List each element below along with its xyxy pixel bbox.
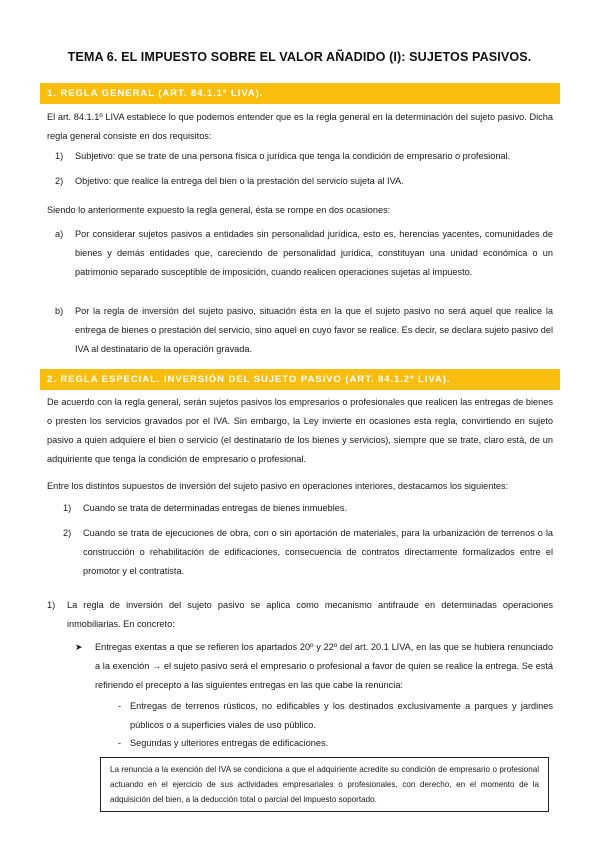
exception-b-text: Por la regla de inversión del sujeto pasivo, situación ésta en la que el sujeto pasivo no será aquel que realice la entrega de bienes o prestación del servicio, sino aquel en cuyo favor se realice. Es decir, se declara sujeto pasivo del IVA al destinatario de la operación gravada. — [75, 306, 553, 354]
subitem-1-text: Entregas de terrenos rústicos, no edificables y los destinados exclusivamente a parques y jardines públicos o a superficies viales de uso público. — [130, 701, 553, 730]
note-box — [100, 757, 549, 812]
case-2-text: Cuando se trata de ejecuciones de obra, con o sin aportación de materiales, para la urbanización de terrenos o la construcción o rehabilitación de edificaciones, consecuencia de contratos directamente formalizados entre el promotor y el contratista. — [83, 528, 553, 576]
detail-marker: 1) — [47, 600, 56, 610]
case-1-text: Cuando se trata de determinadas entregas de bienes inmuebles. — [83, 503, 348, 513]
case-1-marker: 1) — [63, 503, 72, 513]
section-2-intro: De acuerdo con la regla general, serán sujetos pasivos los empresarios o profesionales que realicen las entregas de bienes o presten los servicios gravados por el IVA. Sin embargo, la Ley invierte en ocasiones esta regla, convirtiendo en sujeto pasivo a quien adquiere el bien o servicio (el destinatario de los bienes y servicios), siempre que se trate, claro está, de un adquiriente que tenga la condición de empresario o profesional. — [47, 397, 553, 464]
note-text: La renuncia a la exención del IVA se condiciona a que el adquiriente acredite su condición de empresario o profesional actuando en el ejercicio de sus actividades empresariales o profesionales, con derecho, en el momento de la adquisición del bien, a la deducción total o parcial del impuesto soportado. — [110, 765, 539, 804]
bullet-text: Entregas exentas a que se refieren los apartados 20º y 22º del art. 20.1 LIVA, en las que se hubiera renunciado a la exención → el sujeto pasivo será el empresario o profesional a favor de quien se realice la entrega. Se está refiriendo el precepto a las siguientes entregas en las que cabe la renuncia: — [95, 642, 553, 690]
requirement-2-marker: 2) — [55, 176, 64, 186]
subitem-2-text: Segundas y ulteriores entregas de edificaciones. — [130, 738, 329, 748]
detail-text: La regla de inversión del sujeto pasivo se aplica como mecanismo antifraude en determinadas operaciones inmobiliarias. En concreto: — [67, 600, 553, 629]
exception-a-text: Por considerar sujetos pasivos a entidades sin personalidad jurídica, esto es, herencias yacentes, comunidades de bienes y demás entidades que, careciendo de personalidad jurídica, constituyan una unidad económica o un patrimonio separado susceptible de imposición, cuando realicen operaciones sujetas al impuesto. — [75, 229, 553, 277]
section-2-heading: 2. REGLA ESPECIAL. INVERSIÓN DEL SUJETO PASIVO (ART. 84.1.2º LIVA). — [40, 369, 560, 390]
requirement-1-marker: 1) — [55, 151, 64, 161]
exceptions-intro: Siendo lo anteriormente expuesto la regla general, ésta se rompe en dos ocasiones: — [47, 205, 391, 215]
requirement-2-text: Objetivo: que realice la entrega del bien o la prestación del servicio sujeta al IVA. — [75, 176, 404, 186]
case-2-marker: 2) — [63, 528, 72, 538]
subitem-2-marker: - — [118, 738, 122, 748]
exception-b-marker: b) — [55, 306, 64, 316]
subitem-1-marker: - — [118, 701, 122, 711]
arrow-bullet-icon: ➤ — [75, 642, 83, 652]
section-1-heading: 1. REGLA GENERAL (ART. 84.1.1º LIVA). — [40, 83, 560, 104]
cases-intro: Entre los distintos supuestos de inversión del sujeto pasivo en operaciones interiores, destacamos los siguientes: — [47, 481, 509, 491]
section-1-intro: El art. 84.1.1º LIVA establece lo que podemos entender que es la regla general en la determinación del sujeto pasivo. Dicha regla general consiste en dos requisitos: — [47, 112, 553, 141]
exception-a-marker: a) — [55, 229, 64, 239]
document-title: TEMA 6. EL IMPUESTO SOBRE EL VALOR AÑADIDO (I): SUJETOS PASIVOS. — [67, 50, 532, 64]
requirement-1-text: Subjetivo: que se trate de una persona física o jurídica que tenga la condición de empresario o profesional. — [75, 151, 511, 161]
